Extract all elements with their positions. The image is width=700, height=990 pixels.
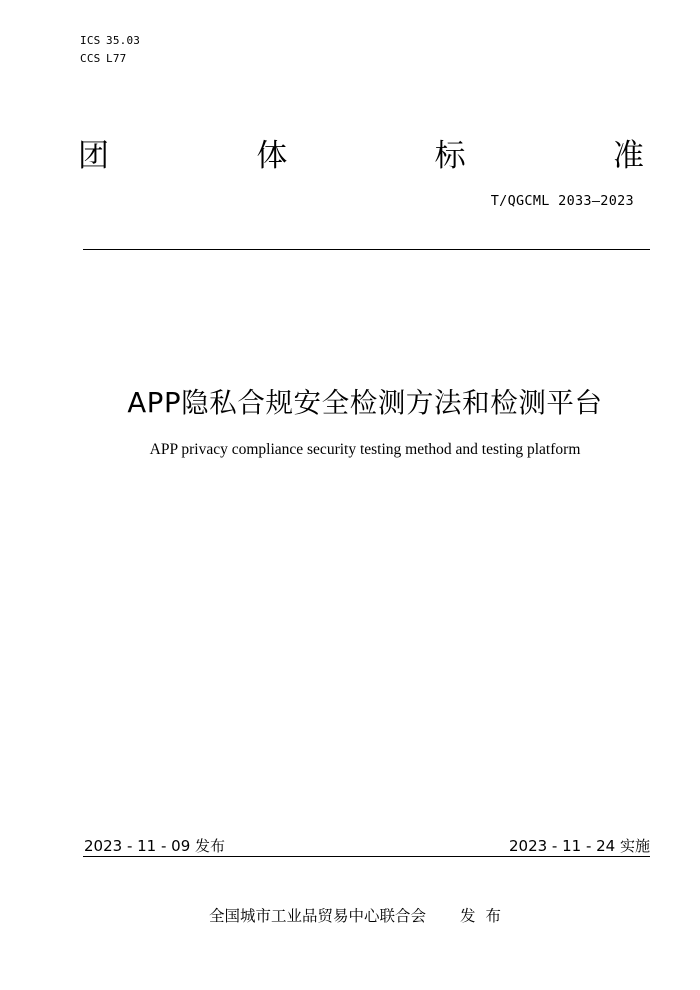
publisher-org: 全国城市工业品贸易中心联合会 (208, 907, 426, 925)
publisher-action-2: 布 (485, 907, 502, 925)
title-char-1: 团 (78, 137, 109, 174)
ccs-line (80, 52, 126, 65)
ics-value: 35.03 (106, 34, 141, 47)
title-char-3: 标 (434, 137, 466, 174)
bottom-divider (83, 856, 650, 857)
document-type-title (78, 130, 644, 174)
implement-date: 2023 - 11 - 24 实施 (508, 837, 650, 855)
main-title: APP隐私合规安全检测方法和检测平台 (127, 387, 603, 419)
ccs-value: L77 (106, 52, 127, 65)
title-char-4: 准 (612, 137, 644, 174)
ics-label: ICS (80, 34, 101, 47)
ics-line (80, 34, 140, 47)
publish-date: 2023 - 11 - 09 发布 (84, 837, 226, 855)
standard-code: T/QGCML 2033—2023 (490, 193, 634, 209)
top-divider (83, 249, 650, 250)
ccs-label: CCS (80, 52, 101, 65)
english-title: APP privacy compliance security testing method and testing platform (149, 441, 581, 458)
title-char-2: 体 (256, 137, 288, 174)
publisher-line (0, 904, 700, 926)
publisher-action-1: 发 (459, 907, 476, 925)
